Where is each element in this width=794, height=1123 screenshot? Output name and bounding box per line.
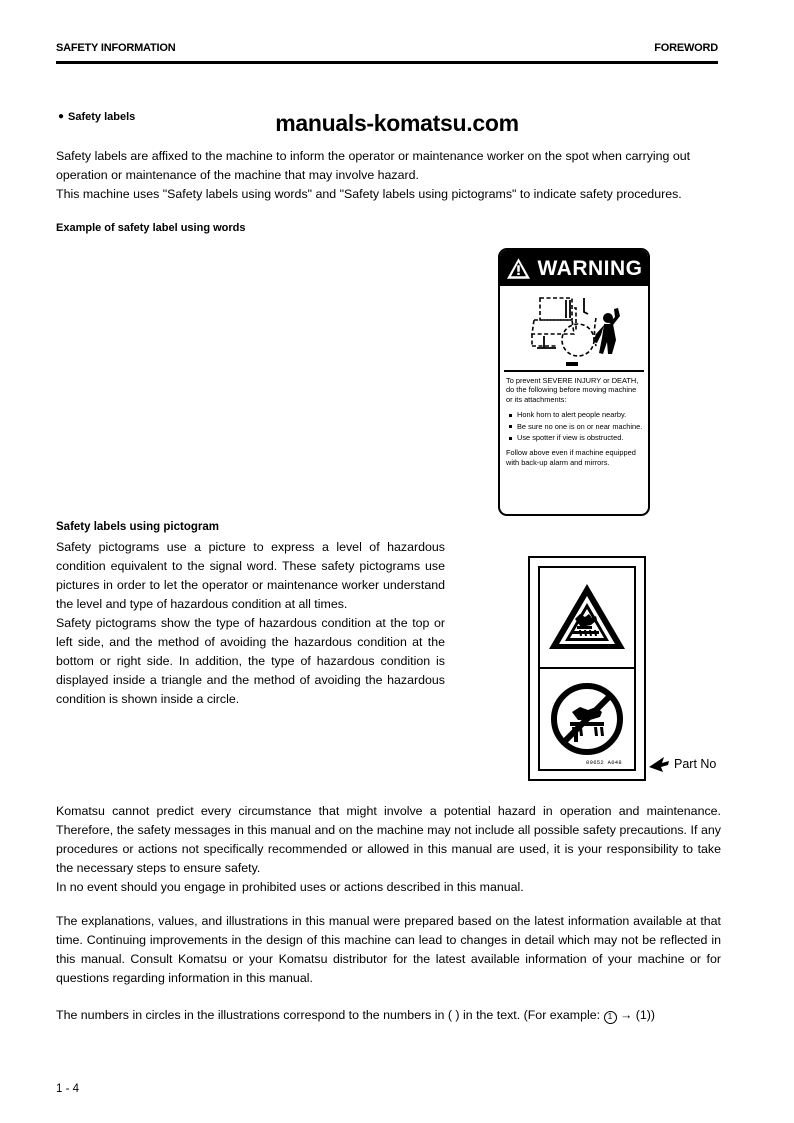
warning-triangle-icon [506, 257, 531, 280]
hand-crush-hazard-triangle-icon [547, 581, 627, 653]
footer-page-number: 1 - 4 [56, 1083, 80, 1095]
warning-bullet-list [506, 410, 644, 442]
no-entry-prohibition-icon [550, 682, 624, 756]
komatsu-disclaimer-paragraph: Komatsu cannot predict every circumstance that might involve a potential hazard in operation and maintenance. Therefore, the safety messages in this manual and on the machine may not include all possible safety precautions. If any procedures or actions not specifically recommended or allowed in this manual are used, it is your responsibility to take the necessary steps to ensure safety. [56, 804, 721, 875]
numbers-paragraph-pre: The numbers in circles in the illustrations correspond to the numbers in ( ) in the text. (For example: [56, 1008, 604, 1022]
circled-number-one: 1 [604, 1011, 617, 1024]
warning-bullet-item: Be sure no one is on or near machine. [517, 421, 643, 431]
pictogram-section-heading: Safety labels using pictogram [56, 521, 219, 533]
intro-paragraph-2: This machine uses "Safety labels using words" and "Safety labels using pictograms" to indicate safety procedures. [56, 187, 682, 201]
header-divider [56, 61, 718, 64]
warning-signal-word: WARNING [537, 256, 643, 280]
part-no-label: Part No [674, 757, 717, 771]
pictogram-section-body [56, 538, 445, 709]
warning-footer-text: Follow above even if machine equipped with back-up alarm and mirrors. [506, 448, 636, 467]
pictogram-part-number: 09652 A048 [586, 759, 623, 766]
site-title: manuals-komatsu.com [275, 110, 519, 136]
komatsu-disclaimer-paragraph-2: In no event should you engage in prohibited uses or actions described in this manual. [56, 880, 524, 894]
part-no-callout [648, 755, 716, 773]
explanations-paragraph: The explanations, values, and illustrations in this manual were prepared based on the latest information available at that time. Continuing improvements in the design of this machine can lead to changes in detail which may not be reflected in this manual. Consult Komatsu or your Komatsu distributor for the latest available information of your machine or for questions regarding information in this manual. [56, 914, 721, 985]
header-chapter-title: FOREWORD [654, 42, 718, 54]
pictogram-label-inner-frame [538, 566, 636, 771]
callout-arrow-left-icon [648, 755, 670, 773]
pictogram-paragraph-1: Safety pictograms use a picture to express a level of hazardous condition equivalent to the signal word. These safety pictograms use pictures in order to let the operator or maintenance worker understand the level and type of hazardous condition at all times. [56, 540, 445, 611]
warning-banner [500, 250, 648, 286]
pictogram-hazard-cell [540, 568, 634, 669]
warning-label-text [506, 376, 644, 467]
numbers-in-circles-paragraph [56, 1006, 721, 1025]
bullet-dot-icon: ● [58, 111, 65, 122]
pictogram-paragraph-2: Safety pictograms show the type of hazardous condition at the top or left side, and the method of avoiding the hazardous condition at the bottom or right side. In addition, the type of hazardous condition is displayed inside a triangle and the method of avoiding the hazardous condition is shown inside a circle. [56, 616, 445, 706]
intro-paragraph-1: Safety labels are affixed to the machine to inform the operator or maintenance worker on the spot when carrying out operation or maintenance of the machine that may involve hazard. [56, 149, 691, 182]
example-words-heading: Example of safety label using words [56, 222, 246, 234]
header-section-title: SAFETY INFORMATION [56, 42, 176, 54]
komatsu-disclaimer-block [56, 802, 721, 897]
warning-lead-text: To prevent SEVERE INJURY or DEATH, do the following before moving machine or its attachments: [506, 376, 639, 404]
warning-machine-pictogram [504, 290, 644, 372]
warning-bullet-item: Honk horn to alert people nearby. [517, 410, 644, 419]
warning-label-illustration [498, 248, 650, 516]
intro-paragraph-block [56, 147, 721, 204]
warning-bullet-item: Use spotter if view is obstructed. [517, 433, 644, 442]
safety-labels-heading-label: Safety labels [68, 111, 136, 123]
safety-labels-heading [58, 111, 135, 123]
machine-and-person-graphic [504, 290, 644, 370]
pictogram-prohibition-cell [540, 669, 634, 770]
numbers-paragraph-post: → (1)) [616, 1008, 656, 1022]
pictogram-label-illustration [528, 556, 646, 781]
